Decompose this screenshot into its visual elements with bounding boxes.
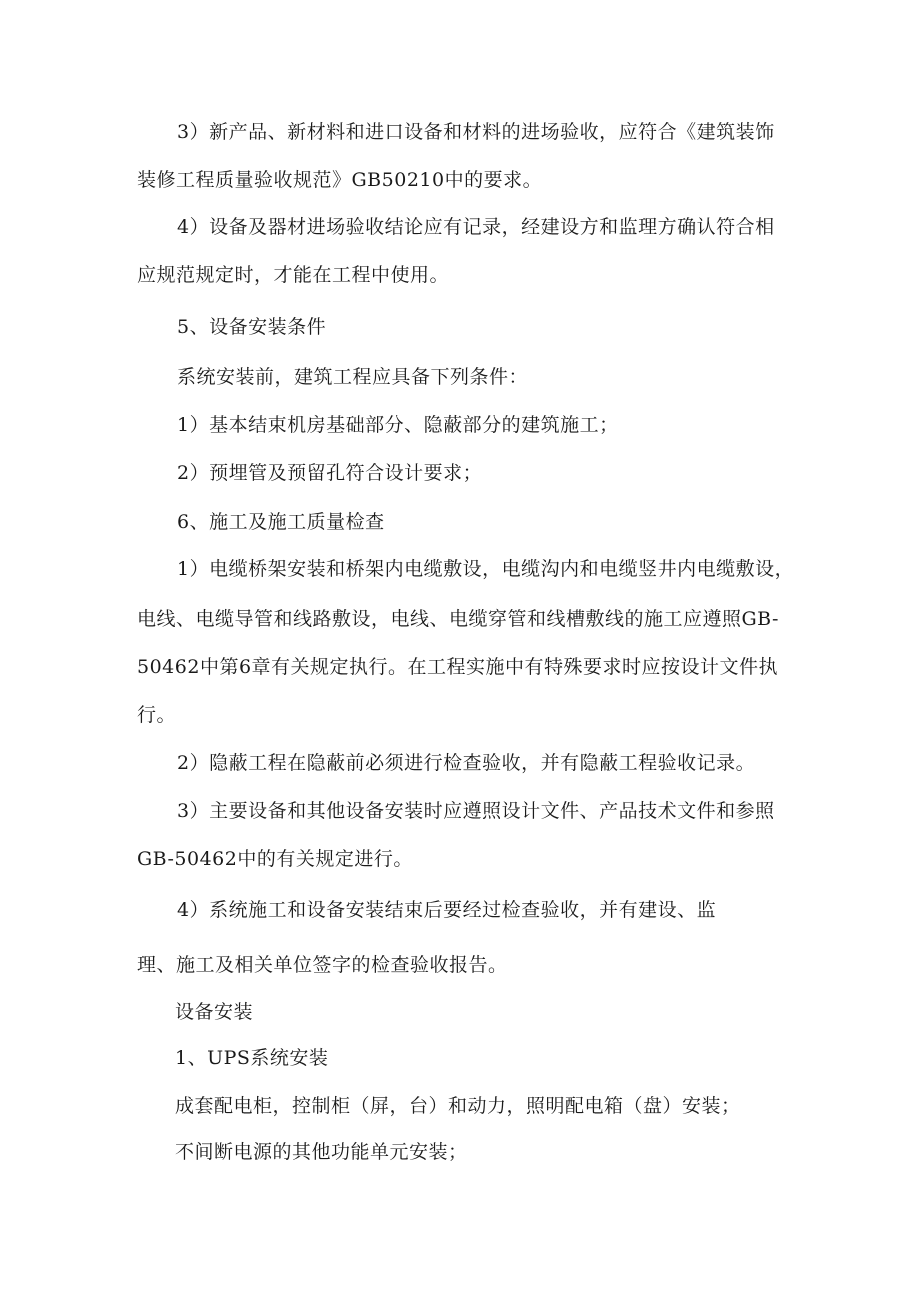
text-line: 3）主要设备和其他设备安装时应遵照设计文件、产品技术文件和参照	[177, 800, 775, 822]
section-heading: 设备安装	[175, 1001, 254, 1023]
text-line: 不间断电源的其他功能单元安装；	[175, 1141, 468, 1163]
section-heading: 1、UPS系统安装	[175, 1047, 329, 1069]
text-line: 装修工程质量验收规范》GB50210中的要求。	[137, 169, 543, 191]
text-line: 应规范规定时，才能在工程中使用。	[137, 264, 450, 286]
section-heading: 6、施工及施工质量检查	[177, 511, 385, 533]
text-line: 1）电缆桥架安装和桥架内电缆敷设，电缆沟内和电缆竖井内电缆敷设，	[177, 558, 795, 580]
text-line: 2）隐蔽工程在隐蔽前必须进行检查验收，并有隐蔽工程验收记录。	[177, 752, 756, 774]
text-line: 1）基本结束机房基础部分、隐蔽部分的建筑施工；	[177, 414, 619, 436]
text-line: 50462中第6章有关规定执行。在工程实施中有特殊要求时应按设计文件执	[137, 656, 779, 678]
text-line: 系统安装前，建筑工程应具备下列条件：	[177, 366, 529, 388]
section-heading: 5、设备安装条件	[177, 316, 327, 338]
text-line: 电线、电缆导管和线路敷设，电线、电缆穿管和线槽敷线的施工应遵照GB-	[137, 608, 779, 630]
text-line: 4）系统施工和设备安装结束后要经过检查验收，并有建设、监	[177, 899, 717, 921]
text-line: 4）设备及器材进场验收结论应有记录，经建设方和监理方确认符合相	[177, 216, 775, 238]
text-line: GB-50462中的有关规定进行。	[137, 848, 413, 870]
text-line: 行。	[137, 704, 177, 726]
text-line: 2）预埋管及预留孔符合设计要求；	[177, 462, 483, 484]
text-line: 3）新产品、新材料和进口设备和材料的进场验收，应符合《建筑装饰	[177, 121, 775, 143]
text-line: 成套配电柜，控制柜（屏，台）和动力，照明配电箱（盘）安装；	[175, 1095, 741, 1117]
text-line: 理、施工及相关单位签字的检查验收报告。	[137, 954, 508, 976]
